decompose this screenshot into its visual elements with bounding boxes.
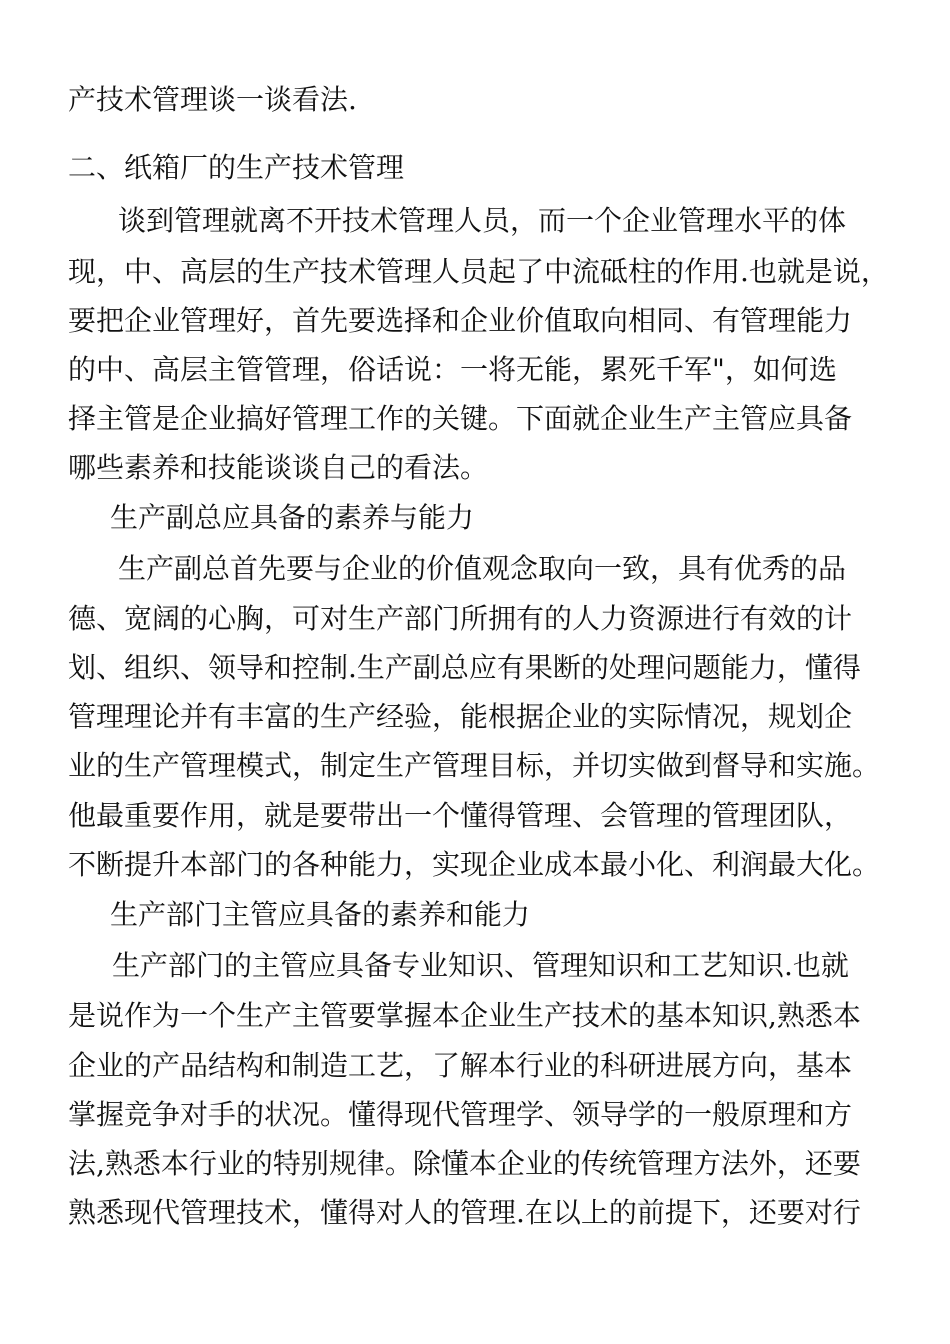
paragraph-line: 熟悉现代管理技术，懂得对人的管理.在以上的前提下，还要对行 — [68, 1196, 861, 1229]
paragraph-line: 要把企业管理好，首先要选择和企业价值取向相同、有管理能力 — [68, 304, 853, 337]
paragraph-line: 掌握竞争对手的状况。懂得现代管理学、领导学的一般原理和方 — [68, 1098, 853, 1131]
paragraph-line: 他最重要作用，就是要带出一个懂得管理、会管理的管理团队， — [68, 799, 853, 832]
paragraph-line: 择主管是企业搞好管理工作的关键。下面就企业生产主管应具备 — [68, 402, 853, 435]
section-heading: 二、纸箱厂的生产技术管理 — [68, 151, 405, 184]
paragraph-line: 哪些素养和技能谈谈自己的看法。 — [68, 451, 489, 484]
paragraph-line: 业的生产管理模式，制定生产管理目标，并切实做到督导和实施。 — [68, 749, 881, 782]
paragraph-line: 企业的产品结构和制造工艺，了解本行业的科研进展方向，基本 — [68, 1049, 853, 1082]
paragraph-line: 不断提升本部门的各种能力，实现企业成本最小化、利润最大化。 — [68, 848, 881, 881]
paragraph-line: 是说作为一个生产主管要掌握本企业生产技术的基本知识,熟悉本 — [68, 999, 861, 1032]
paragraph-line: 管理理论并有丰富的生产经验，能根据企业的实际情况，规划企 — [68, 700, 853, 733]
paragraph-line: 谈到管理就离不开技术管理人员，而一个企业管理水平的体 — [118, 204, 847, 237]
paragraph-line: 的中、高层主管管理，俗话说：一将无能，累死千军"，如何选 — [68, 353, 837, 386]
intro-line: 产技术管理谈一谈看法. — [68, 83, 357, 116]
paragraph-line: 生产副总首先要与企业的价值观念取向一致，具有优秀的品 — [118, 552, 847, 585]
paragraph-line: 生产部门的主管应具备专业知识、管理知识和工艺知识.也就 — [112, 949, 849, 982]
subheading: 生产部门主管应具备的素养和能力 — [110, 898, 531, 931]
subheading: 生产副总应具备的素养与能力 — [110, 501, 475, 534]
paragraph-line: 德、宽阔的心胸，可对生产部门所拥有的人力资源进行有效的计 — [68, 602, 853, 635]
paragraph-line: 划、组织、领导和控制.生产副总应有果断的处理问题能力，懂得 — [68, 651, 861, 684]
paragraph-line: 法,熟悉本行业的特别规律。除懂本企业的传统管理方法外，还要 — [68, 1147, 861, 1180]
paragraph-line: 现，中、高层的生产技术管理人员起了中流砥柱的作用.也就是说， — [68, 255, 889, 288]
